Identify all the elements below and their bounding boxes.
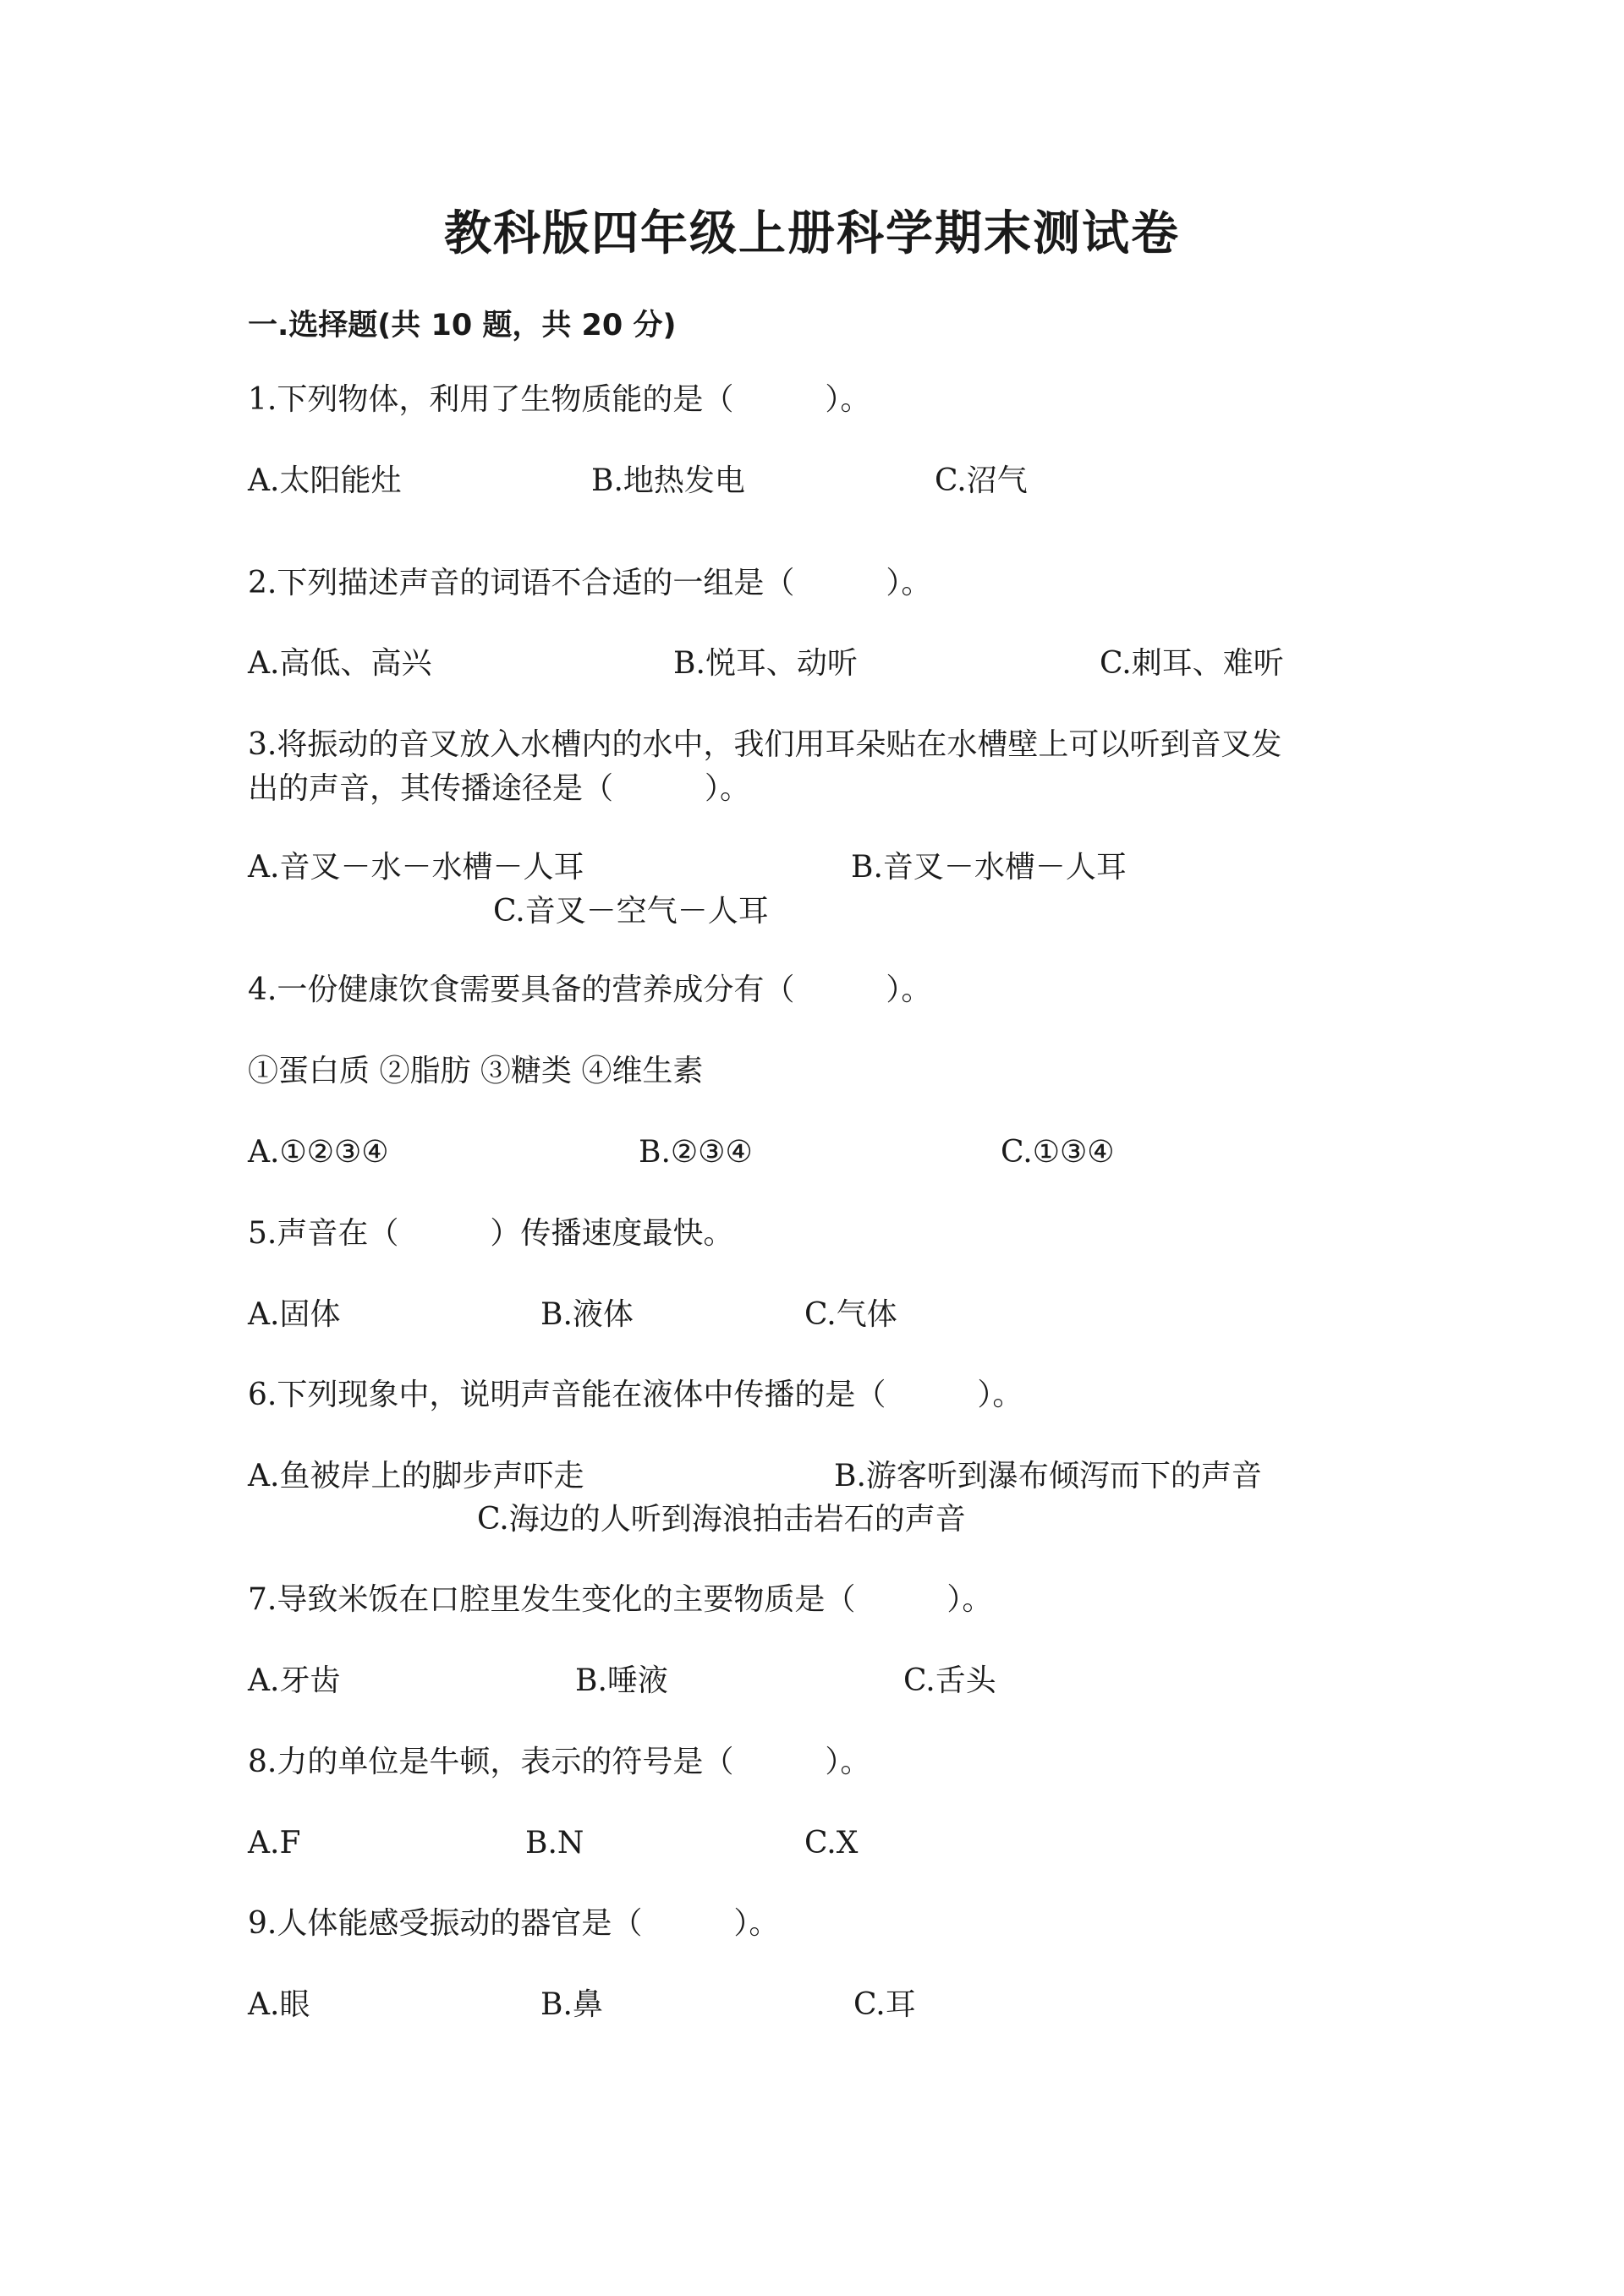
question-2-option-c: C.刺耳、难听: [1100, 646, 1284, 681]
question-5-option-c: C.气体: [804, 1297, 897, 1332]
question-5-stem: 5.声音在（ ）传播速度最快。: [248, 1216, 734, 1251]
question-8-stem: 8.力的单位是牛顿，表示的符号是（ ）。: [248, 1745, 871, 1779]
question-4-nutrient-list: ①蛋白质 ②脂肪 ③糖类 ④维生素: [248, 1054, 704, 1088]
question-6-option-b: B.游客听到瀑布倾泻而下的声音: [834, 1459, 1262, 1493]
question-8-option-b: B.N: [525, 1826, 584, 1860]
question-4-option-c: C.①③④: [1001, 1135, 1115, 1170]
question-4-option-a: A.①②③④: [248, 1135, 389, 1170]
question-2-stem: 2.下列描述声音的词语不合适的一组是（ ）。: [248, 566, 932, 600]
question-1-stem: 1.下列物体，利用了生物质能的是（ ）。: [248, 382, 871, 417]
question-6-stem: 6.下列现象中，说明声音能在液体中传播的是（ ）。: [248, 1378, 1023, 1412]
question-6-option-a: A.鱼被岸上的脚步声吓走: [248, 1459, 584, 1493]
question-9-option-c: C.耳: [853, 1987, 916, 2022]
question-3-option-b: B.音叉－水槽－人耳: [851, 850, 1127, 885]
question-3-option-a: A.音叉－水－水槽－人耳: [248, 850, 584, 885]
question-3-stem-line-2: 出的声音，其传播途径是（ ）。: [248, 771, 751, 806]
page-title: 教科版四年级上册科学期末测试卷: [444, 206, 1180, 261]
question-2-option-a: A.高低、高兴: [248, 646, 432, 681]
question-4-option-b: B.②③④: [639, 1135, 753, 1170]
question-9-option-a: A.眼: [248, 1987, 310, 2022]
question-8-option-a: A.F: [248, 1826, 301, 1860]
question-7-option-a: A.牙齿: [248, 1663, 341, 1698]
question-5-option-b: B.液体: [540, 1297, 634, 1332]
question-2-option-b: B.悦耳、动听: [673, 646, 858, 681]
question-1-option-b: B.地热发电: [591, 463, 745, 498]
question-8-option-c: C.X: [804, 1826, 859, 1860]
question-3-option-c: C.音叉－空气－人耳: [493, 894, 769, 929]
section-heading: 一.选择题(共 10 题，共 20 分): [248, 309, 677, 342]
question-7-option-c: C.舌头: [903, 1663, 996, 1698]
question-5-option-a: A.固体: [248, 1297, 341, 1332]
question-4-stem: 4.一份健康饮食需要具备的营养成分有（ ）。: [248, 973, 932, 1007]
question-9-stem: 9.人体能感受振动的器官是（ ）。: [248, 1906, 780, 1941]
question-1-option-a: A.太阳能灶: [248, 463, 402, 498]
question-1-option-c: C.沼气: [935, 463, 1028, 498]
question-6-option-c: C.海边的人听到海浪拍击岩石的声音: [477, 1502, 966, 1537]
question-7-option-b: B.唾液: [575, 1663, 668, 1698]
question-3-stem-line-1: 3.将振动的音叉放入水槽内的水中，我们用耳朵贴在水槽壁上可以听到音叉发: [248, 727, 1282, 762]
question-7-stem: 7.导致米饭在口腔里发生变化的主要物质是（ ）。: [248, 1582, 993, 1617]
question-9-option-b: B.鼻: [540, 1987, 603, 2022]
